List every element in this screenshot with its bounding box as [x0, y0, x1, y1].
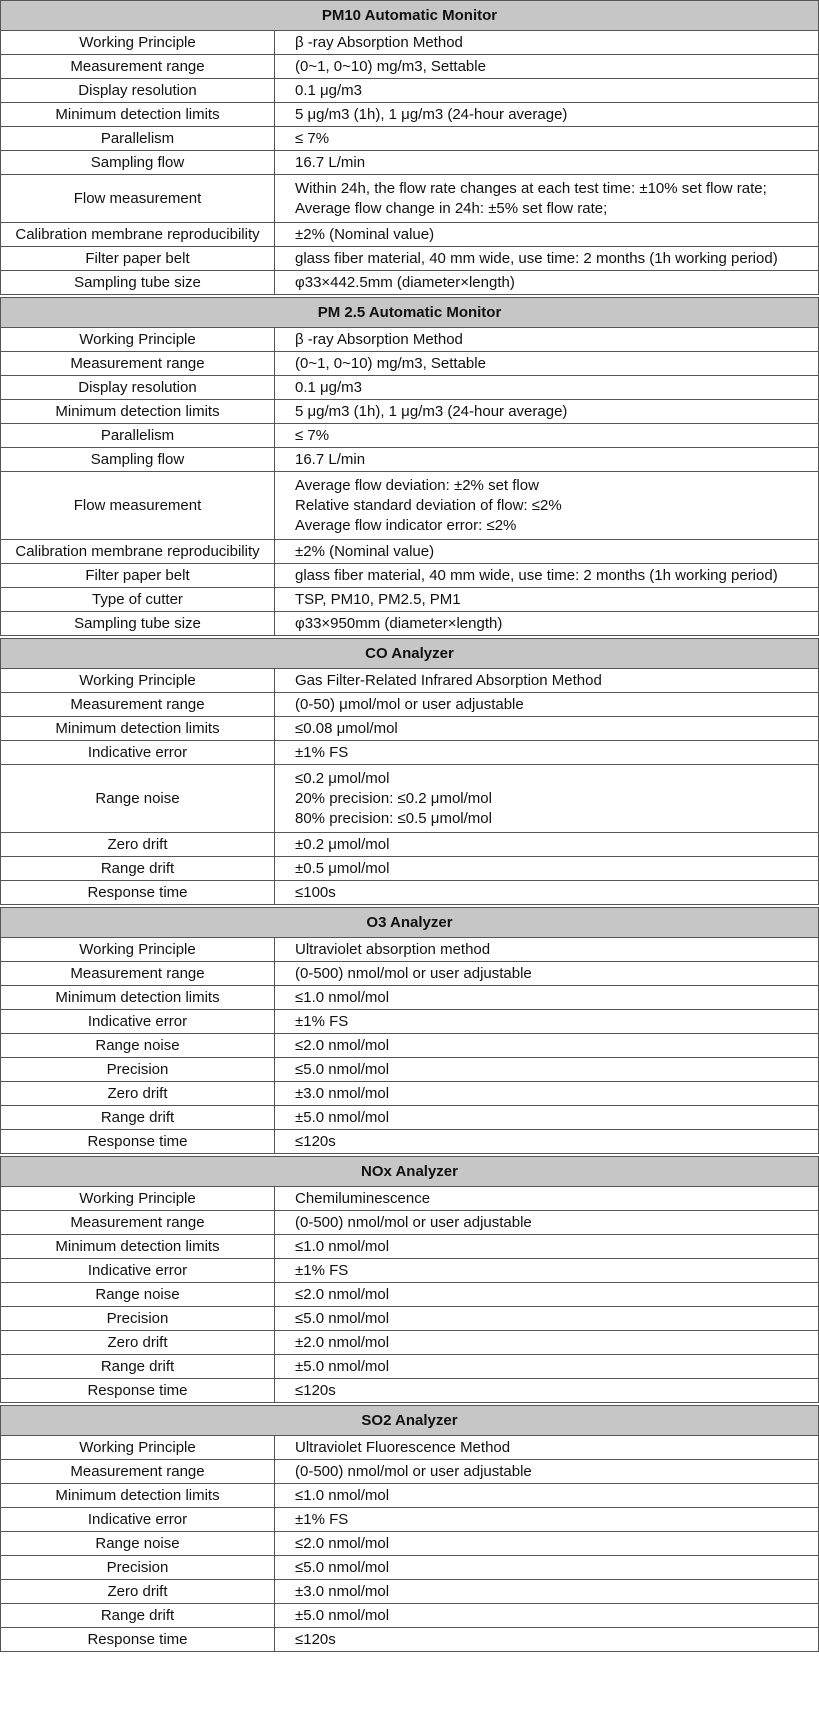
- spec-value-line: ≤1.0 nmol/mol: [295, 1237, 390, 1255]
- spec-value-line: ±2% (Nominal value): [295, 225, 435, 243]
- spec-value: [275, 986, 818, 1009]
- spec-section: [0, 638, 819, 905]
- spec-row: [0, 765, 819, 833]
- spec-value: [275, 55, 818, 78]
- spec-value-line: TSP, PM10, PM2.5, PM1: [295, 590, 461, 608]
- spec-row: [0, 127, 819, 151]
- spec-label: Zero drift: [1, 1082, 275, 1105]
- spec-value: [275, 1235, 818, 1258]
- spec-row: [0, 693, 819, 717]
- spec-value: [275, 1106, 818, 1129]
- spec-label: Working Principle: [1, 669, 275, 692]
- spec-label: Sampling tube size: [1, 612, 275, 635]
- spec-row: [0, 1532, 819, 1556]
- spec-value: [275, 1628, 818, 1651]
- section-title: SO2 Analyzer: [0, 1406, 819, 1436]
- spec-label: Minimum detection limits: [1, 717, 275, 740]
- spec-label: Working Principle: [1, 938, 275, 961]
- spec-label: Sampling tube size: [1, 271, 275, 294]
- spec-value: [275, 103, 818, 126]
- spec-label: Calibration membrane reproducibility: [1, 223, 275, 246]
- spec-value: [275, 1187, 818, 1210]
- spec-section: [0, 1405, 819, 1652]
- spec-label: Minimum detection limits: [1, 1484, 275, 1507]
- spec-value: [275, 1307, 818, 1330]
- spec-value-line: ≤120s: [295, 1132, 336, 1150]
- spec-value-line: ≤5.0 nmol/mol: [295, 1309, 390, 1327]
- spec-row: [0, 1379, 819, 1403]
- spec-value: [275, 857, 818, 880]
- spec-value-line: β -ray Absorption Method: [295, 330, 463, 348]
- spec-label: Range noise: [1, 765, 275, 832]
- spec-value-line: ≤1.0 nmol/mol: [295, 1486, 390, 1504]
- section-title: PM10 Automatic Monitor: [0, 1, 819, 31]
- spec-value-line: (0-50) μmol/mol or user adjustable: [295, 695, 524, 713]
- spec-label: Range drift: [1, 1106, 275, 1129]
- spec-value-line: ≤120s: [295, 1381, 336, 1399]
- spec-row: [0, 1556, 819, 1580]
- spec-value-line: 80% precision: ≤0.5 μmol/mol: [295, 809, 492, 827]
- spec-value-line: ≤ 7%: [295, 129, 330, 147]
- spec-label: Indicative error: [1, 741, 275, 764]
- section-title: PM 2.5 Automatic Monitor: [0, 298, 819, 328]
- spec-value-line: ≤2.0 nmol/mol: [295, 1534, 390, 1552]
- spec-value: [275, 1355, 818, 1378]
- spec-row: [0, 881, 819, 905]
- spec-value: [275, 1580, 818, 1603]
- spec-value-line: ≤2.0 nmol/mol: [295, 1036, 390, 1054]
- spec-value: [275, 540, 818, 563]
- spec-value-line: (0-500) nmol/mol or user adjustable: [295, 1462, 532, 1480]
- spec-row: [0, 669, 819, 693]
- spec-row: [0, 1034, 819, 1058]
- spec-row: [0, 1283, 819, 1307]
- spec-value: [275, 1331, 818, 1354]
- spec-value: [275, 376, 818, 399]
- spec-label: Measurement range: [1, 693, 275, 716]
- spec-value: [275, 1436, 818, 1459]
- spec-value: [275, 1484, 818, 1507]
- spec-value: [275, 1283, 818, 1306]
- spec-label: Measurement range: [1, 1460, 275, 1483]
- spec-row: [0, 376, 819, 400]
- spec-label: Range drift: [1, 1604, 275, 1627]
- spec-value: [275, 271, 818, 294]
- spec-value-line: Gas Filter-Related Infrared Absorption Method: [295, 671, 602, 689]
- spec-value-line: ±3.0 nmol/mol: [295, 1084, 390, 1102]
- spec-row: [0, 857, 819, 881]
- spec-row: [0, 1436, 819, 1460]
- spec-value-line: ≤120s: [295, 1630, 336, 1648]
- spec-section: [0, 1156, 819, 1403]
- spec-label: Sampling flow: [1, 151, 275, 174]
- spec-row: [0, 612, 819, 636]
- spec-label: Working Principle: [1, 1187, 275, 1210]
- spec-value-line: 0.1 μg/m3: [295, 378, 363, 396]
- spec-label: Range drift: [1, 1355, 275, 1378]
- spec-value: [275, 741, 818, 764]
- spec-row: [0, 1355, 819, 1379]
- spec-value: [275, 79, 818, 102]
- spec-value-line: ≤100s: [295, 883, 336, 901]
- spec-value: [275, 31, 818, 54]
- spec-row: [0, 1484, 819, 1508]
- spec-label: Response time: [1, 1628, 275, 1651]
- spec-value: [275, 962, 818, 985]
- spec-section: [0, 297, 819, 636]
- spec-row: [0, 175, 819, 223]
- spec-label: Range noise: [1, 1532, 275, 1555]
- spec-value: [275, 151, 818, 174]
- spec-label: Zero drift: [1, 833, 275, 856]
- spec-section: [0, 0, 819, 295]
- spec-value-line: glass fiber material, 40 mm wide, use time: 2 months (1h working period): [295, 566, 778, 584]
- spec-value: [275, 1532, 818, 1555]
- spec-value-line: ≤5.0 nmol/mol: [295, 1060, 390, 1078]
- spec-row: [0, 1235, 819, 1259]
- spec-value: [275, 1508, 818, 1531]
- spec-label: Sampling flow: [1, 448, 275, 471]
- spec-value-line: 5 μg/m3 (1h), 1 μg/m3 (24-hour average): [295, 105, 568, 123]
- spec-value-line: glass fiber material, 40 mm wide, use time: 2 months (1h working period): [295, 249, 778, 267]
- spec-value-line: ±1% FS: [295, 1261, 349, 1279]
- section-title: O3 Analyzer: [0, 908, 819, 938]
- spec-label: Flow measurement: [1, 175, 275, 222]
- spec-label: Measurement range: [1, 962, 275, 985]
- spec-row: [0, 1082, 819, 1106]
- spec-value: [275, 328, 818, 351]
- spec-label: Measurement range: [1, 1211, 275, 1234]
- spec-label: Precision: [1, 1307, 275, 1330]
- spec-label: Display resolution: [1, 79, 275, 102]
- spec-value: [275, 472, 818, 539]
- spec-value-line: (0-500) nmol/mol or user adjustable: [295, 1213, 532, 1231]
- spec-label: Precision: [1, 1556, 275, 1579]
- spec-label: Parallelism: [1, 127, 275, 150]
- spec-value-line: ≤0.08 μmol/mol: [295, 719, 398, 737]
- spec-value: [275, 448, 818, 471]
- spec-value: [275, 1259, 818, 1282]
- spec-row: [0, 151, 819, 175]
- spec-value: [275, 938, 818, 961]
- spec-value: [275, 1130, 818, 1153]
- spec-value-line: 20% precision: ≤0.2 μmol/mol: [295, 789, 492, 807]
- spec-value-line: Ultraviolet Fluorescence Method: [295, 1438, 511, 1456]
- spec-value-line: 16.7 L/min: [295, 450, 366, 468]
- spec-value: [275, 1082, 818, 1105]
- spec-label: Working Principle: [1, 1436, 275, 1459]
- spec-value: [275, 1058, 818, 1081]
- spec-label: Range noise: [1, 1283, 275, 1306]
- spec-row: [0, 1604, 819, 1628]
- spec-row: [0, 986, 819, 1010]
- spec-label: Minimum detection limits: [1, 1235, 275, 1258]
- spec-value-line: Average flow change in 24h: ±5% set flow rate;: [295, 199, 608, 217]
- spec-row: [0, 271, 819, 295]
- spec-value-line: 5 μg/m3 (1h), 1 μg/m3 (24-hour average): [295, 402, 568, 420]
- spec-value: [275, 127, 818, 150]
- spec-value-line: ≤5.0 nmol/mol: [295, 1558, 390, 1576]
- spec-label: Type of cutter: [1, 588, 275, 611]
- spec-label: Zero drift: [1, 1331, 275, 1354]
- spec-row: [0, 833, 819, 857]
- spec-row: [0, 1331, 819, 1355]
- spec-value-line: ±5.0 nmol/mol: [295, 1606, 390, 1624]
- spec-row: [0, 1106, 819, 1130]
- spec-row: [0, 472, 819, 540]
- spec-label: Display resolution: [1, 376, 275, 399]
- spec-value-line: 0.1 μg/m3: [295, 81, 363, 99]
- spec-value-line: ±0.2 μmol/mol: [295, 835, 390, 853]
- spec-row: [0, 588, 819, 612]
- spec-value: [275, 1010, 818, 1033]
- spec-label: Zero drift: [1, 1580, 275, 1603]
- spec-value: [275, 352, 818, 375]
- spec-value-line: ±1% FS: [295, 743, 349, 761]
- spec-label: Range noise: [1, 1034, 275, 1057]
- spec-row: [0, 741, 819, 765]
- spec-value: [275, 1211, 818, 1234]
- spec-value-line: ±0.5 μmol/mol: [295, 859, 390, 877]
- spec-row: [0, 1259, 819, 1283]
- spec-label: Parallelism: [1, 424, 275, 447]
- spec-value-line: ±5.0 nmol/mol: [295, 1108, 390, 1126]
- spec-value-line: ≤0.2 μmol/mol: [295, 769, 390, 787]
- spec-value-line: ±1% FS: [295, 1510, 349, 1528]
- spec-value-line: (0~1, 0~10) mg/m3, Settable: [295, 57, 486, 75]
- spec-value-line: φ33×950mm (diameter×length): [295, 614, 503, 632]
- spec-value: [275, 564, 818, 587]
- spec-value: [275, 1556, 818, 1579]
- spec-row: [0, 223, 819, 247]
- spec-value: [275, 1460, 818, 1483]
- spec-value-line: 16.7 L/min: [295, 153, 366, 171]
- spec-value: [275, 247, 818, 270]
- spec-row: [0, 1628, 819, 1652]
- spec-row: [0, 1187, 819, 1211]
- spec-value-line: Ultraviolet absorption method: [295, 940, 491, 958]
- spec-label: Response time: [1, 1130, 275, 1153]
- spec-row: [0, 79, 819, 103]
- spec-row: [0, 1580, 819, 1604]
- spec-label: Working Principle: [1, 328, 275, 351]
- spec-row: [0, 55, 819, 79]
- spec-label: Range drift: [1, 857, 275, 880]
- spec-value: [275, 717, 818, 740]
- spec-value-line: φ33×442.5mm (diameter×length): [295, 273, 515, 291]
- spec-value: [275, 833, 818, 856]
- spec-label: Flow measurement: [1, 472, 275, 539]
- spec-row: [0, 448, 819, 472]
- spec-value-line: ≤ 7%: [295, 426, 330, 444]
- spec-label: Minimum detection limits: [1, 400, 275, 423]
- spec-value-line: ±5.0 nmol/mol: [295, 1357, 390, 1375]
- spec-value-line: (0~1, 0~10) mg/m3, Settable: [295, 354, 486, 372]
- spec-row: [0, 1058, 819, 1082]
- spec-value-line: ≤2.0 nmol/mol: [295, 1285, 390, 1303]
- spec-value: [275, 669, 818, 692]
- spec-row: [0, 424, 819, 448]
- spec-label: Indicative error: [1, 1259, 275, 1282]
- spec-row: [0, 564, 819, 588]
- spec-row: [0, 1010, 819, 1034]
- spec-value: [275, 693, 818, 716]
- spec-value: [275, 765, 818, 832]
- spec-label: Response time: [1, 1379, 275, 1402]
- spec-section: [0, 907, 819, 1154]
- spec-row: [0, 1130, 819, 1154]
- spec-row: [0, 938, 819, 962]
- spec-row: [0, 400, 819, 424]
- spec-label: Measurement range: [1, 55, 275, 78]
- spec-label: Precision: [1, 1058, 275, 1081]
- spec-row: [0, 540, 819, 564]
- spec-row: [0, 962, 819, 986]
- spec-row: [0, 31, 819, 55]
- spec-value-line: Within 24h, the flow rate changes at each test time: ±10% set flow rate;: [295, 179, 767, 197]
- spec-value-line: Relative standard deviation of flow: ≤2%: [295, 496, 562, 514]
- spec-value: [275, 175, 818, 222]
- spec-value-line: Chemiluminescence: [295, 1189, 431, 1207]
- spec-row: [0, 247, 819, 271]
- spec-label: Filter paper belt: [1, 564, 275, 587]
- spec-label: Indicative error: [1, 1010, 275, 1033]
- spec-label: Filter paper belt: [1, 247, 275, 270]
- spec-row: [0, 717, 819, 741]
- spec-value: [275, 1379, 818, 1402]
- spec-value: [275, 424, 818, 447]
- spec-value-line: ±1% FS: [295, 1012, 349, 1030]
- spec-value-line: ≤1.0 nmol/mol: [295, 988, 390, 1006]
- spec-value-line: Average flow indicator error: ≤2%: [295, 516, 517, 534]
- spec-row: [0, 352, 819, 376]
- spec-label: Calibration membrane reproducibility: [1, 540, 275, 563]
- spec-value: [275, 612, 818, 635]
- spec-label: Indicative error: [1, 1508, 275, 1531]
- spec-value-line: ±2.0 nmol/mol: [295, 1333, 390, 1351]
- spec-value: [275, 1604, 818, 1627]
- spec-label: Minimum detection limits: [1, 986, 275, 1009]
- spec-value-line: ±3.0 nmol/mol: [295, 1582, 390, 1600]
- spec-value: [275, 1034, 818, 1057]
- spec-value: [275, 400, 818, 423]
- spec-row: [0, 1508, 819, 1532]
- spec-row: [0, 1460, 819, 1484]
- spec-row: [0, 1307, 819, 1331]
- spec-value-line: Average flow deviation: ±2% set flow: [295, 476, 539, 494]
- spec-value-line: β -ray Absorption Method: [295, 33, 463, 51]
- spec-row: [0, 103, 819, 127]
- section-title: CO Analyzer: [0, 639, 819, 669]
- spec-value-line: (0-500) nmol/mol or user adjustable: [295, 964, 532, 982]
- spec-value: [275, 223, 818, 246]
- spec-row: [0, 1211, 819, 1235]
- section-title: NOx Analyzer: [0, 1157, 819, 1187]
- spec-value-line: ±2% (Nominal value): [295, 542, 435, 560]
- spec-label: Measurement range: [1, 352, 275, 375]
- spec-value: [275, 881, 818, 904]
- spec-row: [0, 328, 819, 352]
- spec-label: Working Principle: [1, 31, 275, 54]
- spec-label: Minimum detection limits: [1, 103, 275, 126]
- spec-value: [275, 588, 818, 611]
- spec-label: Response time: [1, 881, 275, 904]
